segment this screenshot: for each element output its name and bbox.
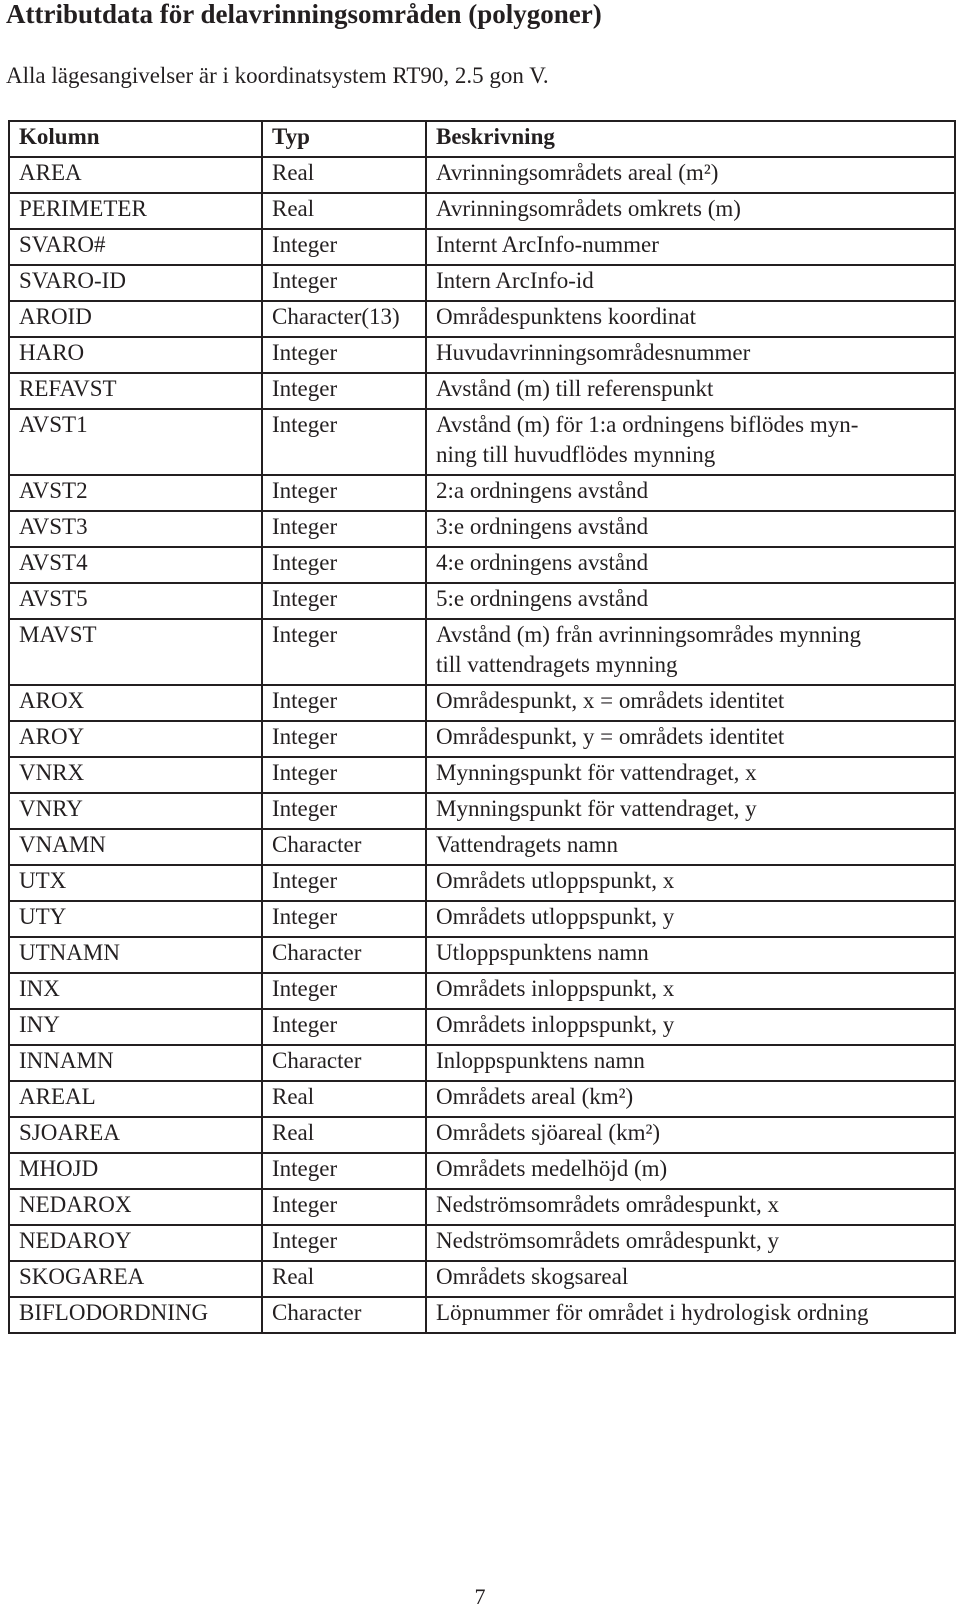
table-row bbox=[9, 373, 955, 409]
cell-typ: Integer bbox=[262, 1009, 426, 1045]
cell-typ: Integer bbox=[262, 793, 426, 829]
table-row bbox=[9, 685, 955, 721]
table-row bbox=[9, 937, 955, 973]
cell-typ: Integer bbox=[262, 973, 426, 1009]
table-row bbox=[9, 721, 955, 757]
cell-kolumn: BIFLODORDNING bbox=[9, 1297, 262, 1333]
table-row bbox=[9, 157, 955, 193]
cell-kolumn: NEDAROX bbox=[9, 1189, 262, 1225]
table-row bbox=[9, 301, 955, 337]
cell-kolumn: MHOJD bbox=[9, 1153, 262, 1189]
table-row bbox=[9, 409, 955, 475]
cell-beskrivning: Avrinningsområdets omkrets (m) bbox=[426, 193, 955, 229]
table-row bbox=[9, 1081, 955, 1117]
cell-beskrivning: Områdets skogsareal bbox=[426, 1261, 955, 1297]
table-header-row bbox=[9, 121, 955, 157]
cell-kolumn: INNAMN bbox=[9, 1045, 262, 1081]
cell-typ: Real bbox=[262, 157, 426, 193]
cell-typ: Integer bbox=[262, 511, 426, 547]
cell-kolumn: AVST4 bbox=[9, 547, 262, 583]
cell-kolumn: AVST5 bbox=[9, 583, 262, 619]
table-row bbox=[9, 229, 955, 265]
cell-typ: Integer bbox=[262, 547, 426, 583]
cell-kolumn: NEDAROY bbox=[9, 1225, 262, 1261]
table-row bbox=[9, 619, 955, 685]
cell-beskrivning: Vattendragets namn bbox=[426, 829, 955, 865]
cell-kolumn: AVST3 bbox=[9, 511, 262, 547]
cell-kolumn: SJOAREA bbox=[9, 1117, 262, 1153]
table-row bbox=[9, 475, 955, 511]
cell-typ: Character bbox=[262, 1045, 426, 1081]
cell-beskrivning: Områdets utloppspunkt, y bbox=[426, 901, 955, 937]
cell-typ: Integer bbox=[262, 409, 426, 475]
cell-typ: Real bbox=[262, 1081, 426, 1117]
table-row bbox=[9, 865, 955, 901]
cell-beskrivning: Inloppspunktens namn bbox=[426, 1045, 955, 1081]
cell-beskrivning: Nedströmsområdets områdespunkt, y bbox=[426, 1225, 955, 1261]
cell-typ: Integer bbox=[262, 373, 426, 409]
page-title: Attributdata för delavrinningsområden (polygoner) bbox=[6, 0, 602, 29]
header-typ: Typ bbox=[262, 121, 426, 157]
cell-typ: Integer bbox=[262, 757, 426, 793]
page-number: 7 bbox=[474, 1584, 486, 1609]
cell-typ: Real bbox=[262, 193, 426, 229]
cell-beskrivning: Avrinningsområdets areal (m²) bbox=[426, 157, 955, 193]
cell-kolumn: SVARO-ID bbox=[9, 265, 262, 301]
cell-beskrivning: Nedströmsområdets områdespunkt, x bbox=[426, 1189, 955, 1225]
cell-beskrivning: Områdespunktens koordinat bbox=[426, 301, 955, 337]
cell-beskrivning: Huvudavrinningsområdesnummer bbox=[426, 337, 955, 373]
cell-kolumn: AROID bbox=[9, 301, 262, 337]
table-row bbox=[9, 1189, 955, 1225]
cell-typ: Integer bbox=[262, 865, 426, 901]
cell-kolumn: SVARO# bbox=[9, 229, 262, 265]
cell-kolumn: UTY bbox=[9, 901, 262, 937]
table-row bbox=[9, 1297, 955, 1333]
table-row bbox=[9, 1225, 955, 1261]
table-row bbox=[9, 1153, 955, 1189]
table-row bbox=[9, 193, 955, 229]
table-row bbox=[9, 829, 955, 865]
cell-typ: Integer bbox=[262, 265, 426, 301]
cell-kolumn: UTX bbox=[9, 865, 262, 901]
cell-typ: Integer bbox=[262, 721, 426, 757]
cell-typ: Character bbox=[262, 937, 426, 973]
cell-beskrivning: Internt ArcInfo-nummer bbox=[426, 229, 955, 265]
cell-typ: Integer bbox=[262, 583, 426, 619]
cell-beskrivning: Avstånd (m) till referenspunkt bbox=[426, 373, 955, 409]
cell-kolumn: AVST1 bbox=[9, 409, 262, 475]
table-row bbox=[9, 1117, 955, 1153]
cell-typ: Character bbox=[262, 829, 426, 865]
header-kolumn: Kolumn bbox=[9, 121, 262, 157]
cell-beskrivning: Områdets utloppspunkt, x bbox=[426, 865, 955, 901]
table-row bbox=[9, 337, 955, 373]
cell-kolumn: UTNAMN bbox=[9, 937, 262, 973]
cell-kolumn: VNAMN bbox=[9, 829, 262, 865]
cell-beskrivning: 2:a ordningens avstånd bbox=[426, 475, 955, 511]
cell-kolumn: VNRY bbox=[9, 793, 262, 829]
cell-beskrivning: Områdets areal (km²) bbox=[426, 1081, 955, 1117]
cell-beskrivning: Områdespunkt, y = områdets identitet bbox=[426, 721, 955, 757]
coordinate-system-note: Alla lägesangivelser är i koordinatsystem RT90, 2.5 gon V. bbox=[6, 63, 549, 88]
table-row bbox=[9, 1009, 955, 1045]
cell-typ: Integer bbox=[262, 337, 426, 373]
table-row bbox=[9, 973, 955, 1009]
cell-kolumn: AROX bbox=[9, 685, 262, 721]
cell-beskrivning: Löpnummer för området i hydrologisk ordning bbox=[426, 1297, 955, 1333]
cell-typ: Integer bbox=[262, 901, 426, 937]
cell-beskrivning: Avstånd (m) från avrinningsområdes mynning till vattendragets mynning bbox=[426, 619, 955, 685]
table-row bbox=[9, 1045, 955, 1081]
cell-typ: Integer bbox=[262, 1153, 426, 1189]
attribute-table bbox=[8, 120, 956, 1334]
cell-beskrivning: Områdespunkt, x = områdets identitet bbox=[426, 685, 955, 721]
cell-beskrivning: Intern ArcInfo-id bbox=[426, 265, 955, 301]
cell-typ: Integer bbox=[262, 619, 426, 685]
cell-beskrivning: Områdets sjöareal (km²) bbox=[426, 1117, 955, 1153]
cell-kolumn: VNRX bbox=[9, 757, 262, 793]
cell-typ: Integer bbox=[262, 229, 426, 265]
cell-kolumn: REFAVST bbox=[9, 373, 262, 409]
cell-kolumn: AVST2 bbox=[9, 475, 262, 511]
cell-kolumn: AREAL bbox=[9, 1081, 262, 1117]
cell-typ: Integer bbox=[262, 475, 426, 511]
cell-beskrivning: Områdets medelhöjd (m) bbox=[426, 1153, 955, 1189]
cell-typ: Character(13) bbox=[262, 301, 426, 337]
cell-typ: Real bbox=[262, 1117, 426, 1153]
cell-beskrivning: 5:e ordningens avstånd bbox=[426, 583, 955, 619]
cell-typ: Real bbox=[262, 1261, 426, 1297]
cell-beskrivning: Mynningspunkt för vattendraget, y bbox=[426, 793, 955, 829]
cell-kolumn: INY bbox=[9, 1009, 262, 1045]
cell-beskrivning: Avstånd (m) för 1:a ordningens biflödes myn- ning till huvudflödes mynning bbox=[426, 409, 955, 475]
cell-beskrivning: Utloppspunktens namn bbox=[426, 937, 955, 973]
cell-typ: Integer bbox=[262, 685, 426, 721]
cell-kolumn: PERIMETER bbox=[9, 193, 262, 229]
cell-beskrivning: Områdets inloppspunkt, x bbox=[426, 973, 955, 1009]
cell-beskrivning: 4:e ordningens avstånd bbox=[426, 547, 955, 583]
table-row bbox=[9, 793, 955, 829]
cell-kolumn: AREA bbox=[9, 157, 262, 193]
cell-kolumn: INX bbox=[9, 973, 262, 1009]
cell-beskrivning: Mynningspunkt för vattendraget, x bbox=[426, 757, 955, 793]
cell-typ: Character bbox=[262, 1297, 426, 1333]
cell-kolumn: AROY bbox=[9, 721, 262, 757]
table-row bbox=[9, 265, 955, 301]
cell-kolumn: SKOGAREA bbox=[9, 1261, 262, 1297]
header-beskrivning: Beskrivning bbox=[426, 121, 955, 157]
table-row bbox=[9, 583, 955, 619]
table-body bbox=[9, 157, 955, 1333]
table-row bbox=[9, 1261, 955, 1297]
cell-kolumn: HARO bbox=[9, 337, 262, 373]
cell-beskrivning: Områdets inloppspunkt, y bbox=[426, 1009, 955, 1045]
cell-typ: Integer bbox=[262, 1189, 426, 1225]
table-row bbox=[9, 511, 955, 547]
table-row bbox=[9, 757, 955, 793]
cell-typ: Integer bbox=[262, 1225, 426, 1261]
table-row bbox=[9, 547, 955, 583]
cell-kolumn: MAVST bbox=[9, 619, 262, 685]
table-row bbox=[9, 901, 955, 937]
cell-beskrivning: 3:e ordningens avstånd bbox=[426, 511, 955, 547]
